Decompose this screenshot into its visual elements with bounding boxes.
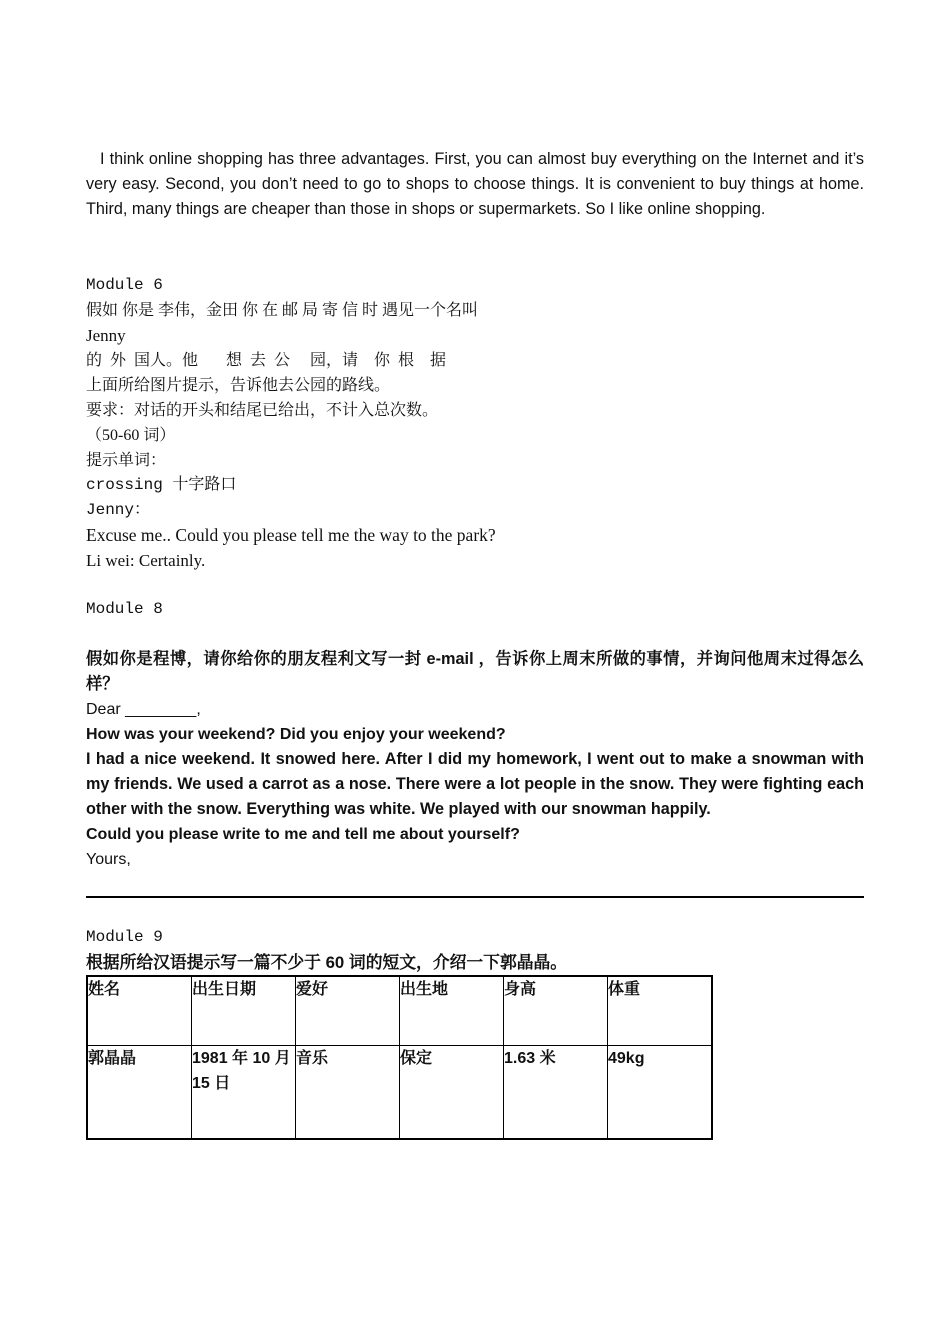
module8-heading: Module 8	[86, 600, 163, 618]
module8-greeting: Dear ________,	[86, 701, 201, 718]
module9-prompt: 根据所给汉语提示写一篇不少于 60 词的短文，介绍一下郭晶晶。	[86, 953, 568, 972]
module6-prompt-line4: 上面所给图片提示，告诉他去公园的路线。	[86, 377, 391, 394]
table-header-cell: 体重	[608, 976, 713, 1046]
module8-signoff: Yours,	[86, 851, 131, 868]
table-header-cell: 爱好	[296, 976, 400, 1046]
table-cell: 保定	[400, 1046, 504, 1140]
horizontal-rule	[86, 896, 864, 898]
table-row	[87, 1046, 712, 1140]
module6-hint-word: crossing 十字路口	[86, 476, 237, 494]
module8-closing-question: Could you please write to me and tell me about yourself?	[86, 826, 520, 843]
module6-requirement: 要求：对话的开头和结尾已给出，不计入总次数。	[86, 402, 439, 419]
module8-body: I had a nice weekend. It snowed here. After I did my homework, I went out to make a snowman with my friends. We used a carrot as a nose. There were a lot people in the snow. They were fighting each other with the snow. Everything was white. We played with our snowman happily.	[86, 750, 864, 818]
module6-heading: Module 6	[86, 276, 163, 294]
table-cell: 音乐	[296, 1046, 400, 1140]
info-table	[86, 975, 713, 1140]
module6-prompt-line1: 假如 你是 李伟，金田 你 在 邮 局 寄 信 时 遇见一个名叫	[86, 302, 479, 319]
table-cell: 郭晶晶	[87, 1046, 192, 1140]
module6-hint-label: 提示单词：	[86, 452, 167, 469]
module8-line1: How was your weekend? Did you enjoy your weekend?	[86, 726, 506, 743]
module6-prompt-line2: Jenny	[86, 326, 126, 345]
module6-word-count: （50-60 词）	[86, 427, 176, 444]
table-header-row	[87, 976, 712, 1046]
table-header-cell: 出生地	[400, 976, 504, 1046]
table-cell: 49kg	[608, 1046, 713, 1140]
module6-jenny-line: Excuse me.. Could you please tell me the way to the park?	[86, 525, 496, 545]
module6-liwei-line: Li wei: Certainly.	[86, 551, 206, 570]
module6-section	[86, 273, 864, 573]
module8-prompt: 假如你是程博，请你给你的朋友程利文写一封 e-mail ，告诉你上周末所做的事情，并询问他周末过得怎么样？	[86, 650, 864, 693]
table-cell: 1981 年 10 月 15 日	[192, 1046, 296, 1140]
intro-paragraph: I think online shopping has three advantages. First, you can almost buy everything on the Internet and it’s very easy. Second, you don’t need to go to shops to choose things. It is convenient to buy things at home. Third, many things are cheaper than those in shops or supermarkets. So I like online shopping.	[86, 150, 864, 218]
table-header-cell: 出生日期	[192, 976, 296, 1046]
table-header-cell: 姓名	[87, 976, 192, 1046]
module6-prompt-line3: 的 外 国人。他 想 去 公 园，请 你 根 据	[86, 352, 447, 369]
module9-section	[86, 925, 864, 975]
table-cell: 1.63 米	[504, 1046, 608, 1140]
table-header-cell: 身高	[504, 976, 608, 1046]
module9-heading: Module 9	[86, 928, 163, 946]
module6-jenny-label: Jenny：	[86, 501, 151, 519]
module8-section	[86, 597, 864, 872]
